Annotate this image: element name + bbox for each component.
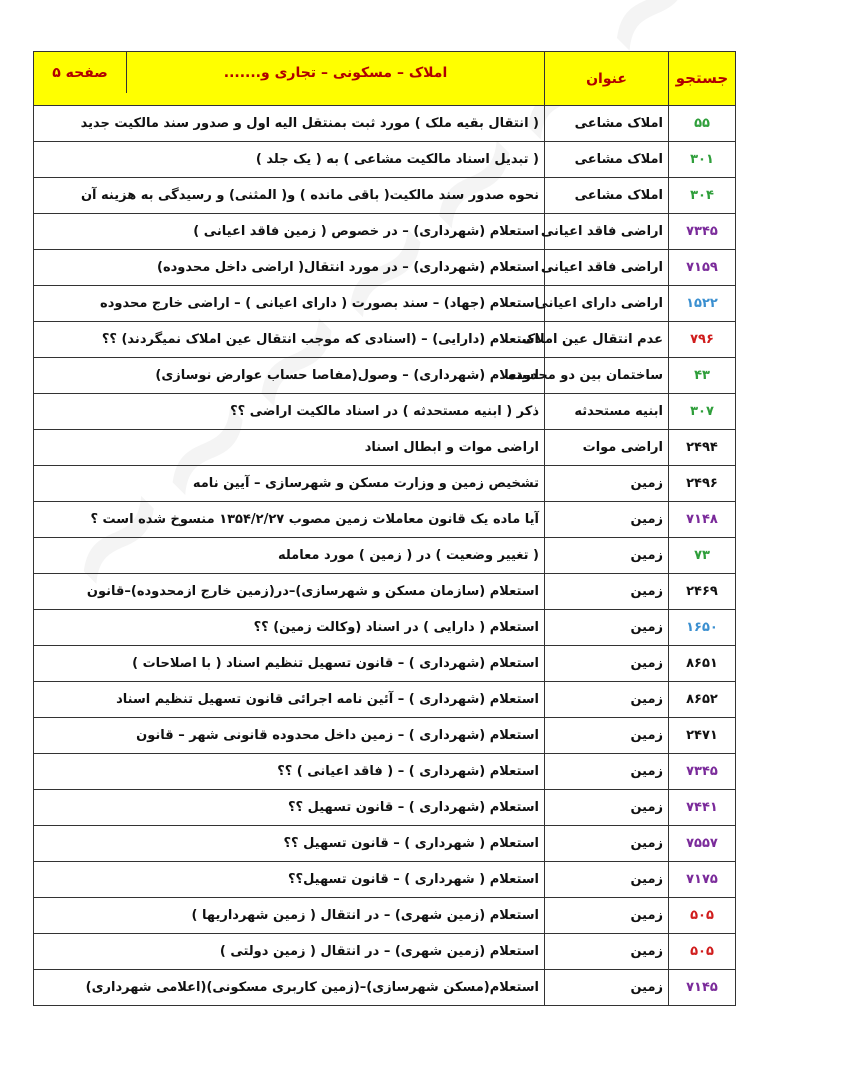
row-description: تشخیص زمین و وزارت مسکن و شهرسازی – آیین نامه — [34, 466, 545, 502]
row-description: استعلام ( شهرداری ) – قانون تسهیل ؟؟ — [34, 826, 545, 862]
row-title: زمین — [545, 754, 669, 790]
row-title: زمین — [545, 466, 669, 502]
table-row — [34, 286, 736, 322]
table-row — [34, 142, 736, 178]
row-description: استعلام (شهرداری) – در خصوص ( زمین فاقد اعیانی ) — [34, 214, 545, 250]
table-row — [34, 718, 736, 754]
header-title: عنوان — [545, 52, 669, 106]
row-title: املاک مشاعی — [545, 142, 669, 178]
row-title: زمین — [545, 682, 669, 718]
row-description: استعلام ( دارایی ) در اسناد (وکالت زمین) ؟؟ — [34, 610, 545, 646]
table-row — [34, 934, 736, 970]
header-search: جستجو — [669, 52, 736, 106]
row-description: استعلام(مسکن شهرسازی)–(زمین کاربری مسکونی)(اعلامی شهرداری) — [34, 970, 545, 1006]
table-row — [34, 754, 736, 790]
header-row — [34, 52, 736, 106]
row-description: استعلام (شهرداری) – وصول(مفاصا حساب عوارض نوسازی) — [34, 358, 545, 394]
table-row — [34, 898, 736, 934]
row-description: استعلام (شهرداری ) – زمین داخل محدوده قانونی شهر – قانون — [34, 718, 545, 754]
table-row — [34, 178, 736, 214]
row-title: زمین — [545, 862, 669, 898]
table-row — [34, 466, 736, 502]
search-number: ۳۰۴ — [669, 178, 736, 214]
search-number: ۵۰۵ — [669, 898, 736, 934]
row-title: زمین — [545, 646, 669, 682]
header-subject: املاک – مسکونی – تجاری و....... — [126, 52, 544, 93]
table-row — [34, 322, 736, 358]
row-description: استعلام (زمین شهری) – در انتقال ( زمین شهرداریها ) — [34, 898, 545, 934]
row-title: زمین — [545, 934, 669, 970]
search-number: ۷۳ — [669, 538, 736, 574]
row-title: اراضی موات — [545, 430, 669, 466]
search-number: ۱۶۵۰ — [669, 610, 736, 646]
search-number: ۲۴۹۴ — [669, 430, 736, 466]
index-table-body — [34, 52, 736, 1006]
row-title: اراضی دارای اعیانی — [545, 286, 669, 322]
row-description: استعلام (شهرداری) – در مورد انتقال( اراضی داخل محدوده) — [34, 250, 545, 286]
table-row — [34, 214, 736, 250]
table-row — [34, 502, 736, 538]
table-row — [34, 394, 736, 430]
table-row — [34, 970, 736, 1006]
row-description: ( انتقال بقیه ملک ) مورد ثبت بمنتقل الیه اول و صدور سند مالکیت جدید — [34, 106, 545, 142]
row-title: اراضی فاقد اعیانی — [545, 214, 669, 250]
table-row — [34, 682, 736, 718]
row-description: استعلام ( شهرداری ) – قانون تسهیل؟؟ — [34, 862, 545, 898]
table-row — [34, 610, 736, 646]
row-title: زمین — [545, 970, 669, 1006]
row-title: زمین — [545, 718, 669, 754]
row-description: استعلام (جهاد) – سند بصورت ( دارای اعیانی ) – اراضی خارج محدوده — [34, 286, 545, 322]
row-description: استعلام (سازمان مسکن و شهرسازی)–در(زمین خارج ازمحدوده)–قانون — [34, 574, 545, 610]
row-description: استعلام (زمین شهری) – در انتقال ( زمین دولتی ) — [34, 934, 545, 970]
row-description: اراضی موات و ابطال اسناد — [34, 430, 545, 466]
row-title: زمین — [545, 502, 669, 538]
index-table — [33, 51, 736, 1006]
row-description: ( تبدیل اسناد مالکیت مشاعی ) به ( یک جلد ) — [34, 142, 545, 178]
search-number: ۲۴۶۹ — [669, 574, 736, 610]
search-number: ۷۵۵۷ — [669, 826, 736, 862]
row-description: استعلام (شهرداری ) – قانون تسهیل ؟؟ — [34, 790, 545, 826]
row-title: اراضی فاقد اعیانی — [545, 250, 669, 286]
row-title: زمین — [545, 790, 669, 826]
search-number: ۸۶۵۲ — [669, 682, 736, 718]
search-number: ۸۶۵۱ — [669, 646, 736, 682]
table-row — [34, 790, 736, 826]
header-subject-cell — [34, 52, 545, 106]
row-title: املاک مشاعی — [545, 106, 669, 142]
table-row — [34, 646, 736, 682]
row-title: زمین — [545, 610, 669, 646]
row-title: زمین — [545, 898, 669, 934]
row-description: استعلام (دارایی) – (اسنادی که موجب انتقال عین املاک نمیگردند) ؟؟ — [34, 322, 545, 358]
search-number: ۱۵۲۲ — [669, 286, 736, 322]
table-row — [34, 538, 736, 574]
row-title: ابنیه مستحدثه — [545, 394, 669, 430]
search-number: ۵۰۵ — [669, 934, 736, 970]
table-row — [34, 430, 736, 466]
row-description: ( تغییر وضعیت ) در ( زمین ) مورد معامله — [34, 538, 545, 574]
search-number: ۷۱۴۸ — [669, 502, 736, 538]
search-number: ۵۵ — [669, 106, 736, 142]
row-description: ذکر ( ابنیه مستحدثه ) در اسناد مالکیت اراضی ؟؟ — [34, 394, 545, 430]
row-description: آیا ماده یک قانون معاملات زمین مصوب ۱۳۵۴/۲/۲۷ منسوخ شده است ؟ — [34, 502, 545, 538]
table-row — [34, 574, 736, 610]
table-row — [34, 250, 736, 286]
search-number: ۳۰۷ — [669, 394, 736, 430]
row-description: استعلام (شهرداری ) – آئین نامه اجرائی قانون تسهیل تنظیم اسناد — [34, 682, 545, 718]
row-title: املاک مشاعی — [545, 178, 669, 214]
row-description: استعلام (شهرداری ) – ( فاقد اعیانی ) ؟؟ — [34, 754, 545, 790]
table-row — [34, 862, 736, 898]
search-number: ۷۱۴۵ — [669, 970, 736, 1006]
table-row — [34, 106, 736, 142]
page-number: صفحه ۵ — [52, 64, 108, 81]
row-title: زمین — [545, 538, 669, 574]
search-number: ۷۳۴۵ — [669, 214, 736, 250]
row-title: زمین — [545, 574, 669, 610]
table-row — [34, 826, 736, 862]
search-number: ۷۴۴۱ — [669, 790, 736, 826]
search-number: ۷۱۵۹ — [669, 250, 736, 286]
row-title: ساختمان بین دو محدوده — [545, 358, 669, 394]
search-number: ۳۰۱ — [669, 142, 736, 178]
search-number: ۷۳۴۵ — [669, 754, 736, 790]
row-title: زمین — [545, 826, 669, 862]
search-number: ۷۱۷۵ — [669, 862, 736, 898]
table-row — [34, 358, 736, 394]
search-number: ۷۹۶ — [669, 322, 736, 358]
search-number: ۲۴۹۶ — [669, 466, 736, 502]
search-number: ۲۴۷۱ — [669, 718, 736, 754]
row-title: عدم انتقال عین املاک — [545, 322, 669, 358]
search-number: ۴۳ — [669, 358, 736, 394]
row-description: استعلام (شهرداری ) – قانون تسهیل تنظیم اسناد ( با اصلاحات ) — [34, 646, 545, 682]
row-description: نحوه صدور سند مالکیت( باقی مانده ) و( المثنی) و رسیدگی به هزینه آن — [34, 178, 545, 214]
